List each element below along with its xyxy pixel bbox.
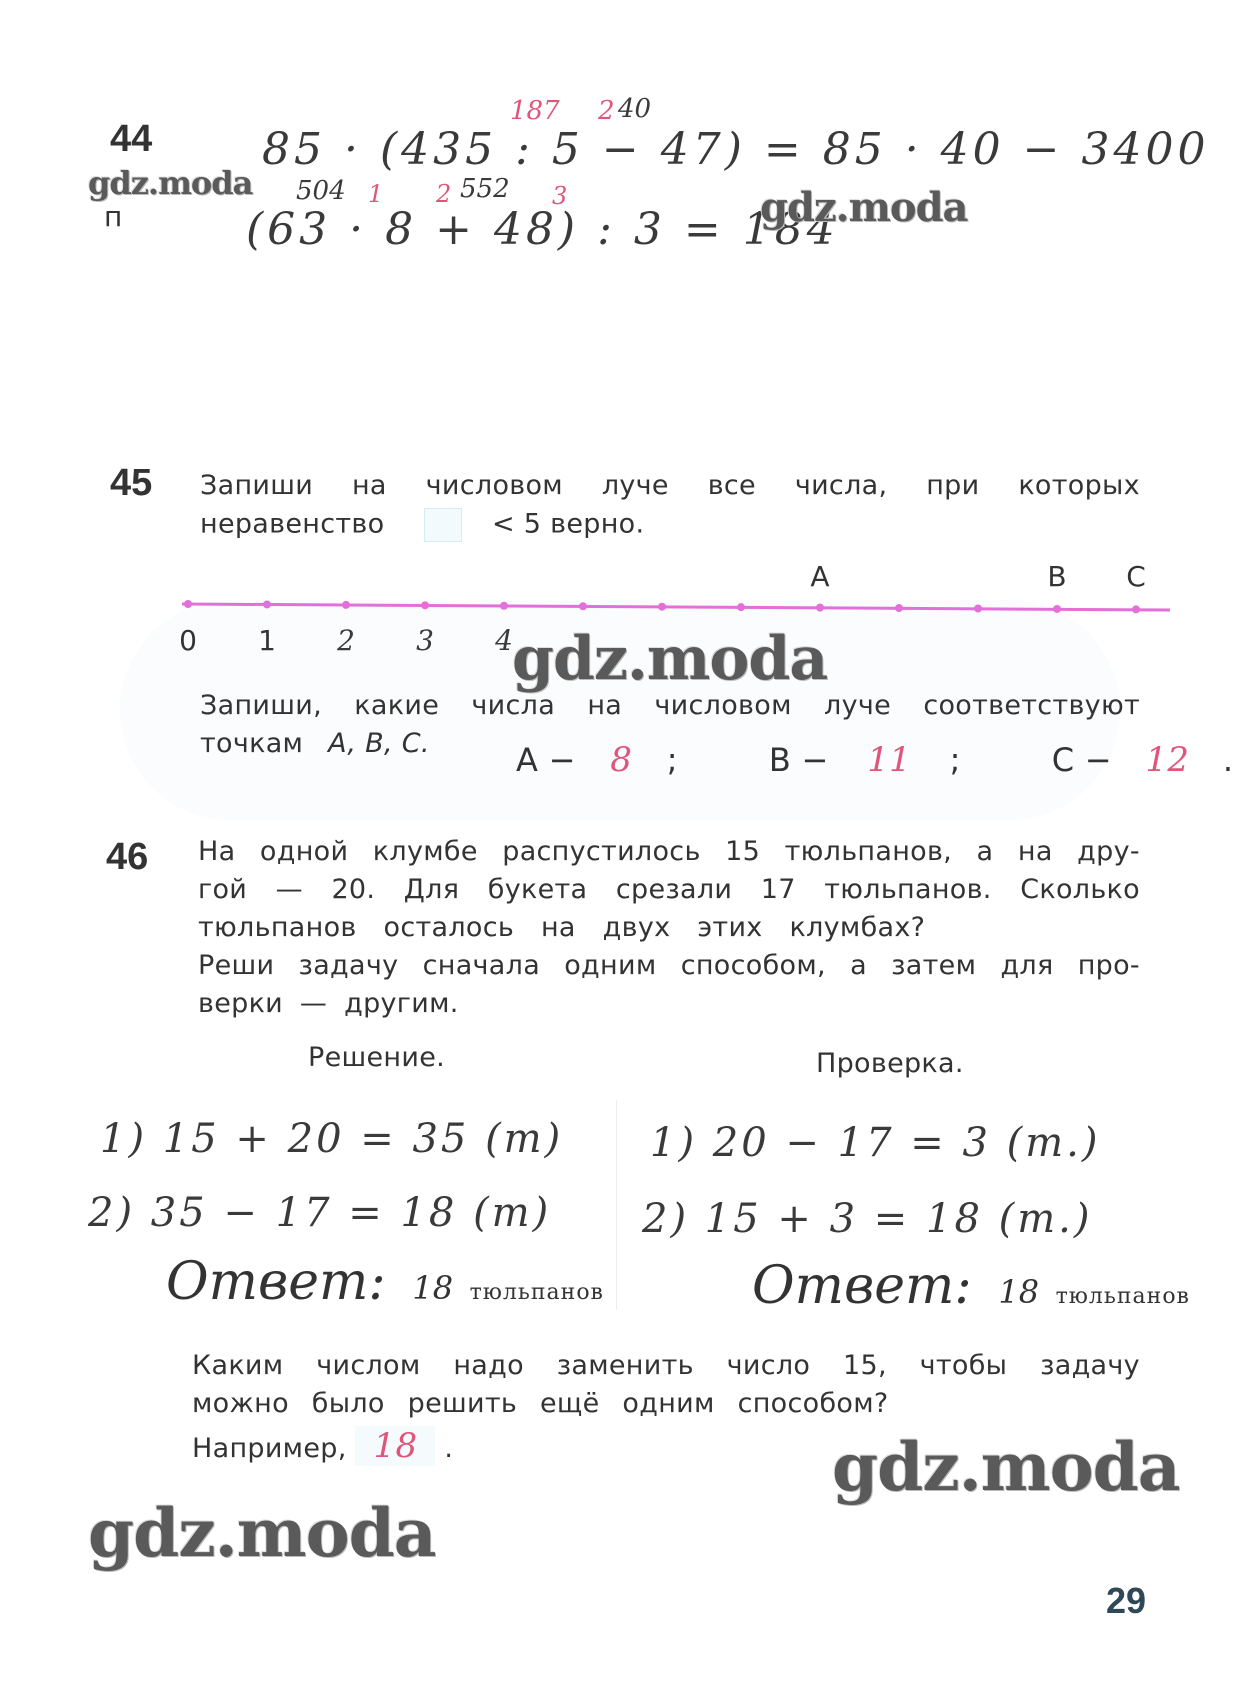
text-line — [198, 836, 1140, 874]
word: про- — [1077, 950, 1140, 981]
word: для — [1000, 950, 1054, 981]
word: на — [1017, 836, 1053, 867]
word: — — [275, 874, 303, 905]
word: одним — [564, 950, 657, 981]
note-504: 504 — [296, 176, 346, 206]
answer-a-value: 8 — [610, 740, 633, 780]
word: числа — [471, 690, 556, 721]
note-187: 187 — [510, 96, 560, 126]
word: 15 — [725, 836, 761, 867]
points-list: A, B, C. — [328, 728, 430, 759]
word: при — [926, 470, 980, 501]
check-step-1: 1) 20 − 17 = 3 (т.) — [650, 1120, 1101, 1166]
ray-point-B: B — [1047, 560, 1067, 593]
ex45-prompt-line1 — [200, 470, 1140, 501]
word: тюльпанов. — [824, 874, 992, 905]
blank-box — [424, 508, 462, 542]
note-3: 3 — [552, 182, 568, 210]
page-number: 29 — [1106, 1580, 1147, 1621]
word: числовом — [425, 470, 563, 501]
exercise-46-number: 46 — [106, 836, 149, 878]
word: надо — [453, 1350, 524, 1381]
word: дру- — [1077, 836, 1140, 867]
answer-word: Ответ: — [752, 1256, 972, 1316]
word: числовом — [654, 690, 792, 721]
column-divider — [616, 1100, 617, 1310]
text-line — [198, 874, 1140, 912]
word: на — [587, 690, 623, 721]
word: на — [351, 470, 387, 501]
watermark-top-right: gdz.moda — [760, 184, 968, 231]
word: какие — [354, 690, 440, 721]
word: 15, — [843, 1350, 887, 1381]
text-line — [198, 912, 1140, 950]
watermark-middle: gdz.moda — [512, 624, 828, 694]
note-40: 40 — [618, 94, 652, 124]
text-line — [198, 988, 1140, 1026]
word: неравенство — [200, 508, 385, 540]
semicolon: ; — [949, 741, 961, 779]
answer-b-value: 11 — [867, 740, 912, 780]
ex45-question-line2 — [200, 728, 430, 759]
ray-tick-6 — [658, 603, 666, 611]
answer-c-label: C − — [1051, 741, 1112, 779]
note-2-lower: 2 — [436, 180, 452, 208]
word: которых — [1018, 470, 1140, 501]
ray-point-A: A — [810, 560, 830, 593]
solution-step-1: 1) 15 + 20 = 35 (т) — [100, 1116, 564, 1162]
word: Сколько — [1020, 874, 1140, 905]
ray-tick-10 — [974, 605, 982, 613]
word: тюльпанов — [198, 912, 357, 943]
semicolon: ; — [666, 741, 678, 779]
ray-tick-5 — [579, 602, 587, 610]
word: этих — [697, 912, 763, 943]
word: луче — [601, 470, 669, 501]
expression-44-line2: (63 · 8 + 48) : 3 = 184 — [246, 204, 839, 255]
word: одной — [259, 836, 349, 867]
ray-label-3: 3 — [416, 624, 434, 657]
ray-line — [182, 604, 1170, 610]
word: решить — [407, 1388, 518, 1419]
ray-tick-11 — [1053, 605, 1061, 613]
text-line — [192, 1388, 1140, 1426]
word: затем — [891, 950, 977, 981]
word: — — [299, 988, 328, 1019]
example-period: . — [444, 1433, 454, 1464]
ex45-answers — [516, 740, 1233, 780]
word: числом — [316, 1350, 421, 1381]
ray-label-2: 2 — [337, 624, 355, 657]
example-value: 18 — [355, 1426, 435, 1466]
ray-tick-4 — [500, 602, 508, 610]
word: а — [976, 836, 994, 867]
word: На — [198, 836, 236, 867]
note-1: 1 — [368, 180, 384, 208]
word: числа, — [794, 470, 888, 501]
word: распустилось — [502, 836, 701, 867]
word: способом, — [680, 950, 826, 981]
ray-tick-0 — [184, 600, 192, 608]
word: луче — [824, 690, 892, 721]
word: двух — [602, 912, 671, 943]
answer-number: 18 — [998, 1273, 1040, 1311]
exercise-45-number: 45 — [110, 462, 153, 504]
expression-44-line1: 85 · (435 : 5 − 47) = 85 · 40 − 3400 — [262, 124, 1210, 175]
answer-word: Ответ: — [166, 1252, 386, 1312]
answer-b-label: B − — [768, 741, 829, 779]
ex46-problem-text — [198, 836, 1140, 1026]
word: осталось — [383, 912, 515, 943]
solution-answer — [166, 1252, 604, 1312]
word: сначала — [422, 950, 541, 981]
text-line — [192, 1350, 1140, 1388]
word: способом? — [737, 1388, 889, 1419]
ray-tick-9 — [895, 604, 903, 612]
check-answer — [752, 1256, 1190, 1316]
ray-point-C: C — [1126, 560, 1146, 593]
solution-title: Решение. — [308, 1042, 446, 1073]
word: чтобы — [919, 1350, 1008, 1381]
exercise-44-number: 44 — [110, 118, 153, 160]
check-title: Проверка. — [816, 1048, 964, 1079]
word: Для — [403, 874, 460, 905]
ray-label-0: 0 — [179, 624, 197, 657]
watermark-top-left: gdz.moda — [88, 164, 253, 202]
word: верки — [198, 988, 284, 1019]
solution-step-2: 2) 35 − 17 = 18 (т) — [88, 1190, 552, 1236]
watermark-bottom-right: gdz.moda — [832, 1428, 1180, 1506]
ray-label-4: 4 — [495, 624, 513, 657]
exercise-44-letter: п — [104, 200, 123, 233]
word: срезали — [615, 874, 733, 905]
example-label: Например, — [192, 1433, 347, 1464]
ray-tick-8 — [816, 604, 824, 612]
answer-a-label: A − — [516, 741, 576, 779]
word: одним — [622, 1388, 715, 1419]
ray-label-1: 1 — [258, 624, 276, 657]
ex45-prompt-line2 — [200, 508, 644, 542]
word: 17 — [760, 874, 796, 905]
ray-tick-2 — [342, 601, 350, 609]
answer-unit: тюльпанов — [1055, 1284, 1190, 1309]
watermark-bottom-left: gdz.moda — [88, 1494, 436, 1572]
word: ещё — [539, 1388, 600, 1419]
word: Реши — [198, 950, 275, 981]
word: точкам — [200, 728, 304, 759]
word: а — [850, 950, 867, 981]
word: все — [707, 470, 756, 501]
word: Запиши — [200, 470, 314, 501]
ray-tick-12 — [1132, 605, 1140, 613]
note-2-upper: 2 — [598, 96, 615, 126]
word: клумбах? — [789, 912, 926, 943]
word: можно — [192, 1388, 289, 1419]
word: заменить — [556, 1350, 694, 1381]
note-552: 552 — [460, 174, 510, 204]
word: число — [726, 1350, 811, 1381]
check-step-2: 2) 15 + 3 = 18 (т.) — [642, 1196, 1093, 1242]
answer-unit: тюльпанов — [469, 1280, 604, 1305]
word: Запиши, — [200, 690, 322, 721]
word: Каким — [192, 1350, 284, 1381]
word: тюльпанов, — [784, 836, 953, 867]
text-line — [198, 950, 1140, 988]
ray-tick-1 — [263, 600, 271, 608]
ray-tick-3 — [421, 601, 429, 609]
word: задачу — [298, 950, 399, 981]
word: задачу — [1040, 1350, 1140, 1381]
ex45-question-line1 — [200, 690, 1140, 721]
word: < 5 верно. — [492, 508, 645, 540]
word: на — [540, 912, 576, 943]
word: было — [311, 1388, 385, 1419]
word: клумбе — [372, 836, 478, 867]
period: . — [1222, 741, 1234, 779]
ray-tick-7 — [737, 603, 745, 611]
word: гой — [198, 874, 248, 905]
answer-c-value: 12 — [1145, 740, 1190, 780]
word: букета — [487, 874, 588, 905]
word: 20. — [331, 874, 376, 905]
word: соответствуют — [923, 690, 1140, 721]
answer-number: 18 — [412, 1269, 454, 1307]
word: другим. — [344, 988, 459, 1019]
